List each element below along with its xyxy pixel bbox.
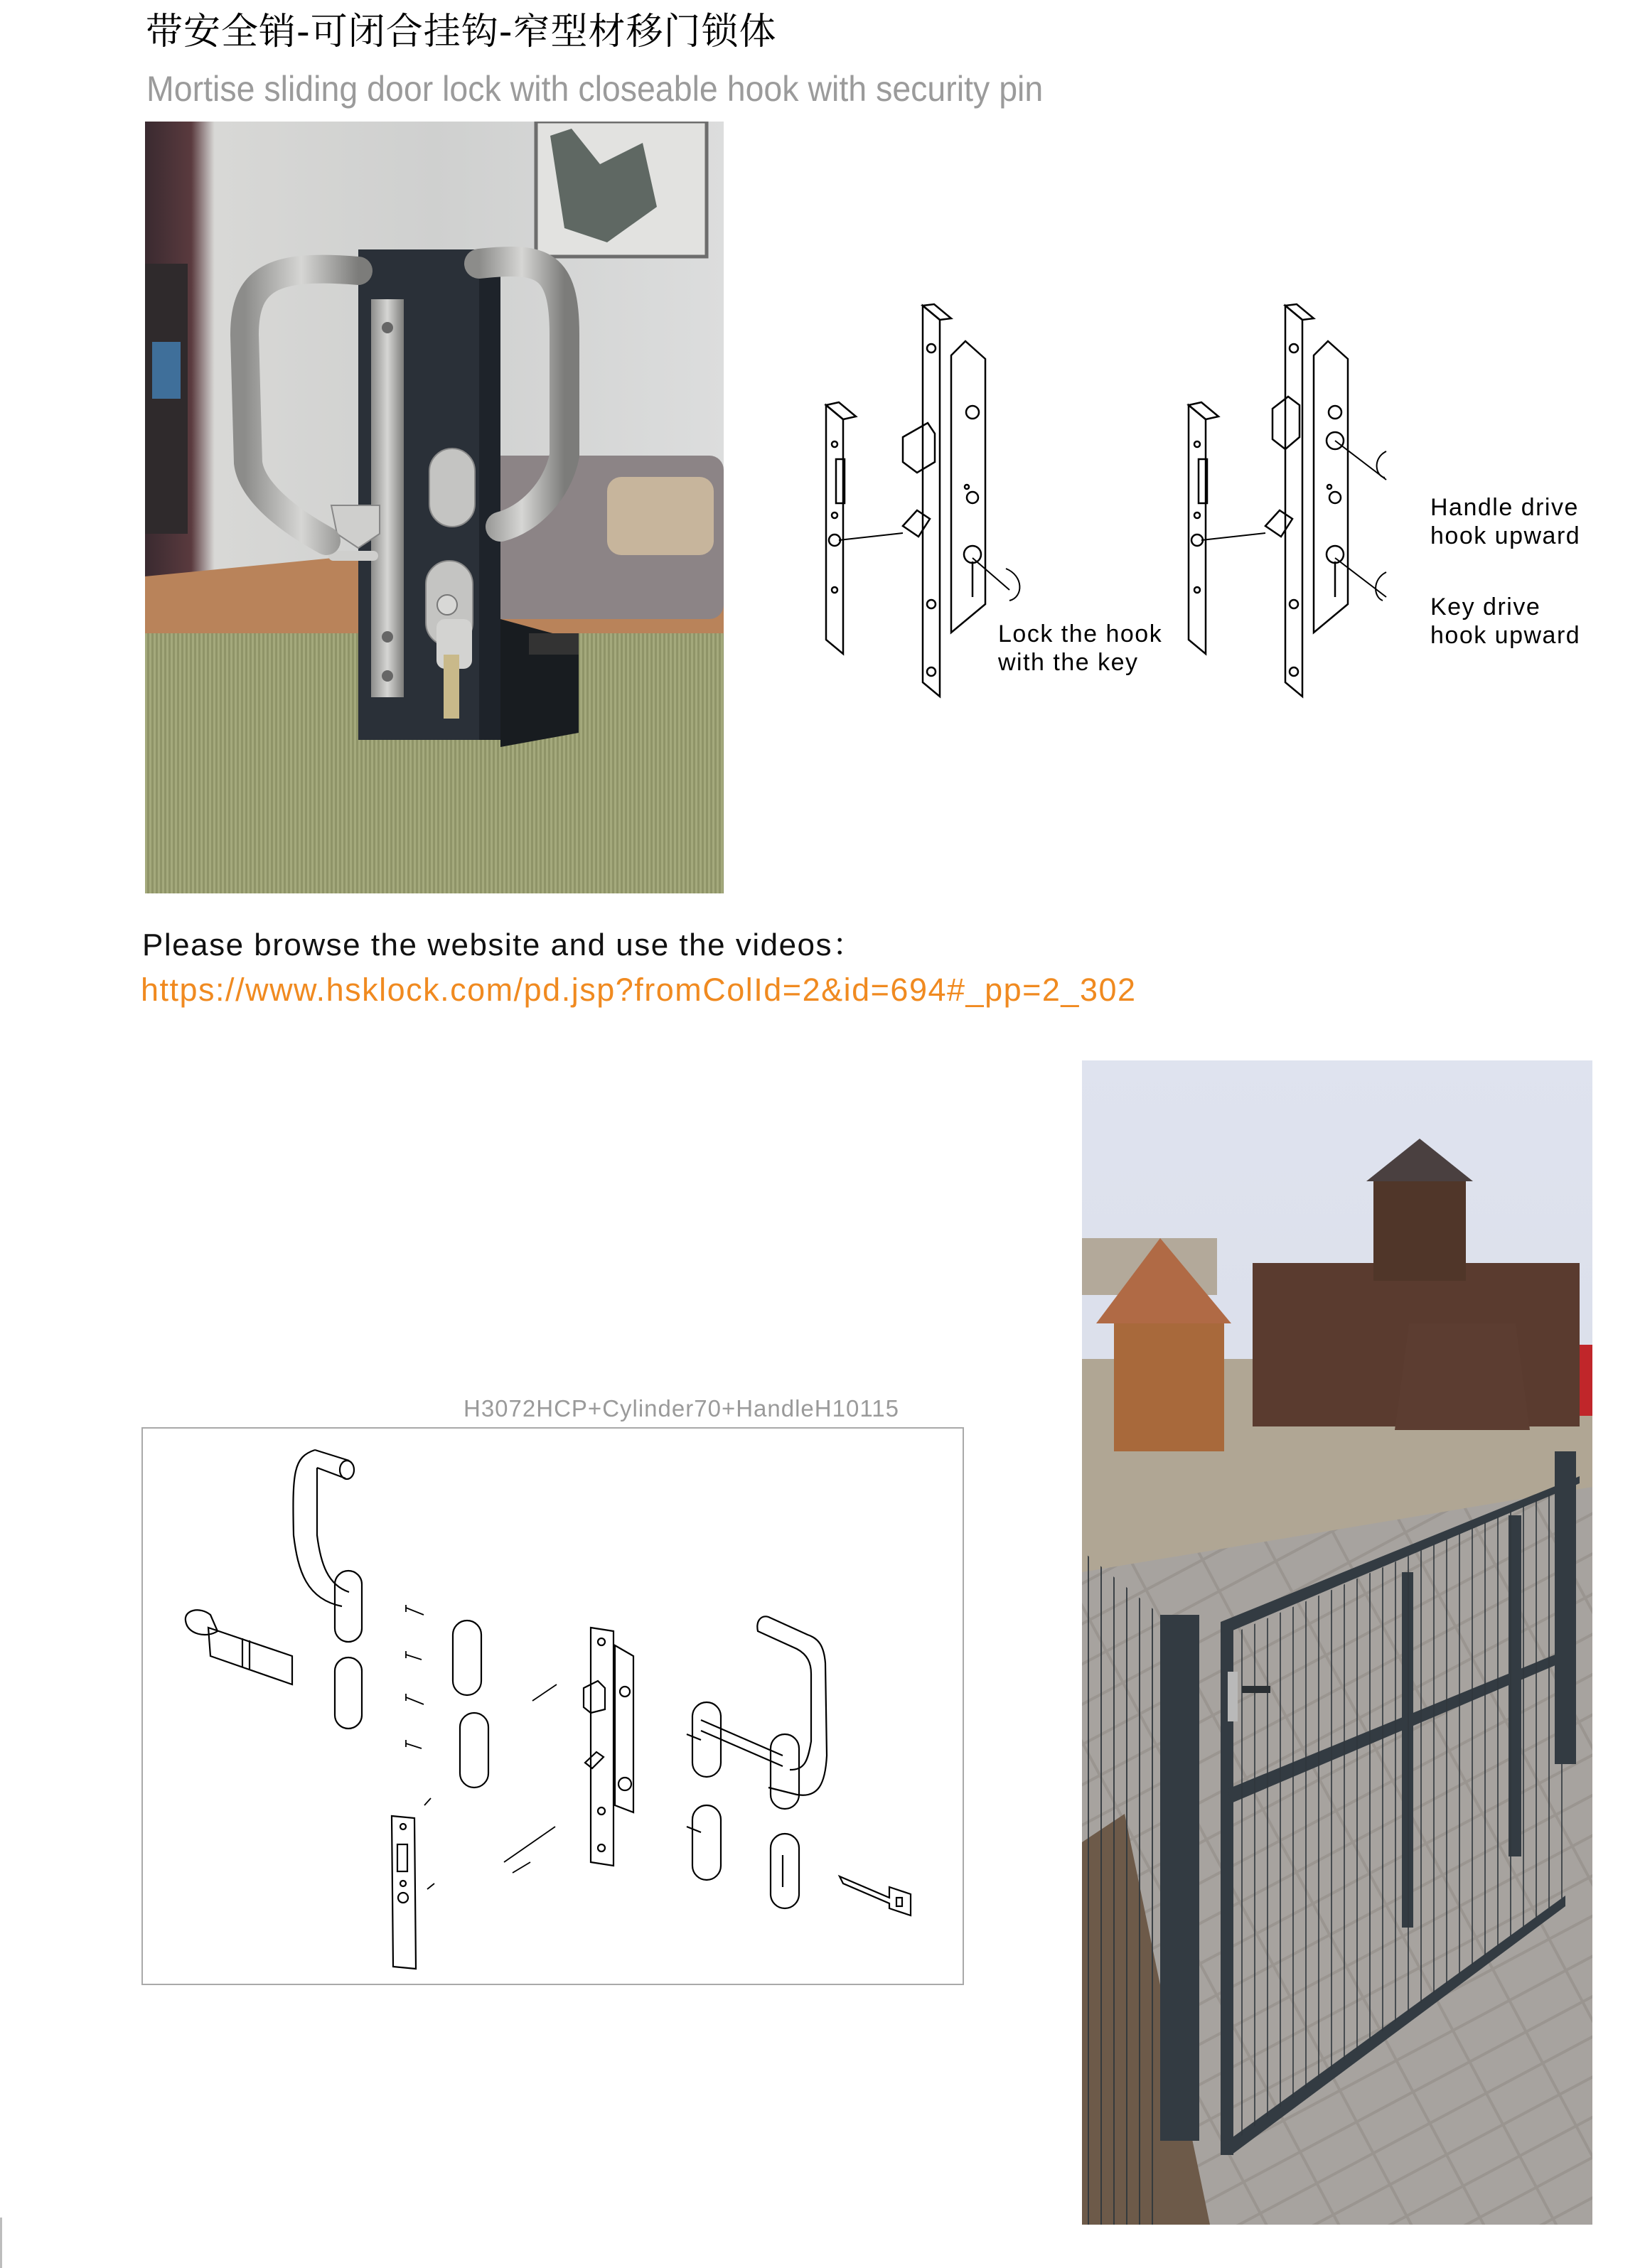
page-subtitle-english: Mortise sliding door lock with closeable hook with security pin: [146, 69, 1044, 109]
cylinder-icon: [186, 1610, 292, 1684]
installation-photo: [1082, 1060, 1592, 2225]
lock-diagram-right: [1189, 304, 1386, 697]
exploded-view-diagram: [141, 1427, 964, 1985]
handle-rose-icon: [453, 1621, 481, 1695]
key-icon: [840, 1876, 911, 1915]
cylinder-rose-icon: [460, 1713, 488, 1788]
page-title-chinese: 带安全销-可闭合挂钩-窄型材移门锁体: [146, 11, 777, 53]
product-video-link[interactable]: https://www.hsklock.com/pd.jsp?fromColId=2&id=694#_pp=2_302: [141, 972, 1137, 1008]
long-bolt-icon: [504, 1827, 555, 1862]
label-lock-hook-with-key: Lock the hook with the key: [998, 620, 1163, 676]
label-handle-drive-hook-upward: Handle drive hook upward: [1430, 494, 1581, 549]
exploded-view-caption: H3072HCP+Cylinder70+HandleH10115: [464, 1395, 899, 1421]
mortise-lock-body-icon: [584, 1628, 633, 1866]
lock-diagram-left: [826, 304, 1019, 697]
lock-product-image: [145, 122, 724, 893]
strike-plate-icon: [392, 1816, 416, 1969]
lever-handle-icon: [293, 1450, 362, 1642]
screw-icons: [406, 1605, 434, 1889]
label-key-drive-hook-upward: Key drive hook upward: [1430, 593, 1581, 649]
product-photo: [145, 122, 724, 893]
website-prompt: Please browse the website and use the videos：: [142, 928, 865, 962]
gate-playground-image: [1082, 1060, 1592, 2225]
escutcheon-icon: [335, 1657, 362, 1729]
outer-lever-handle-icon: [687, 1616, 827, 1908]
page-edge-marker: [0, 2218, 2, 2268]
